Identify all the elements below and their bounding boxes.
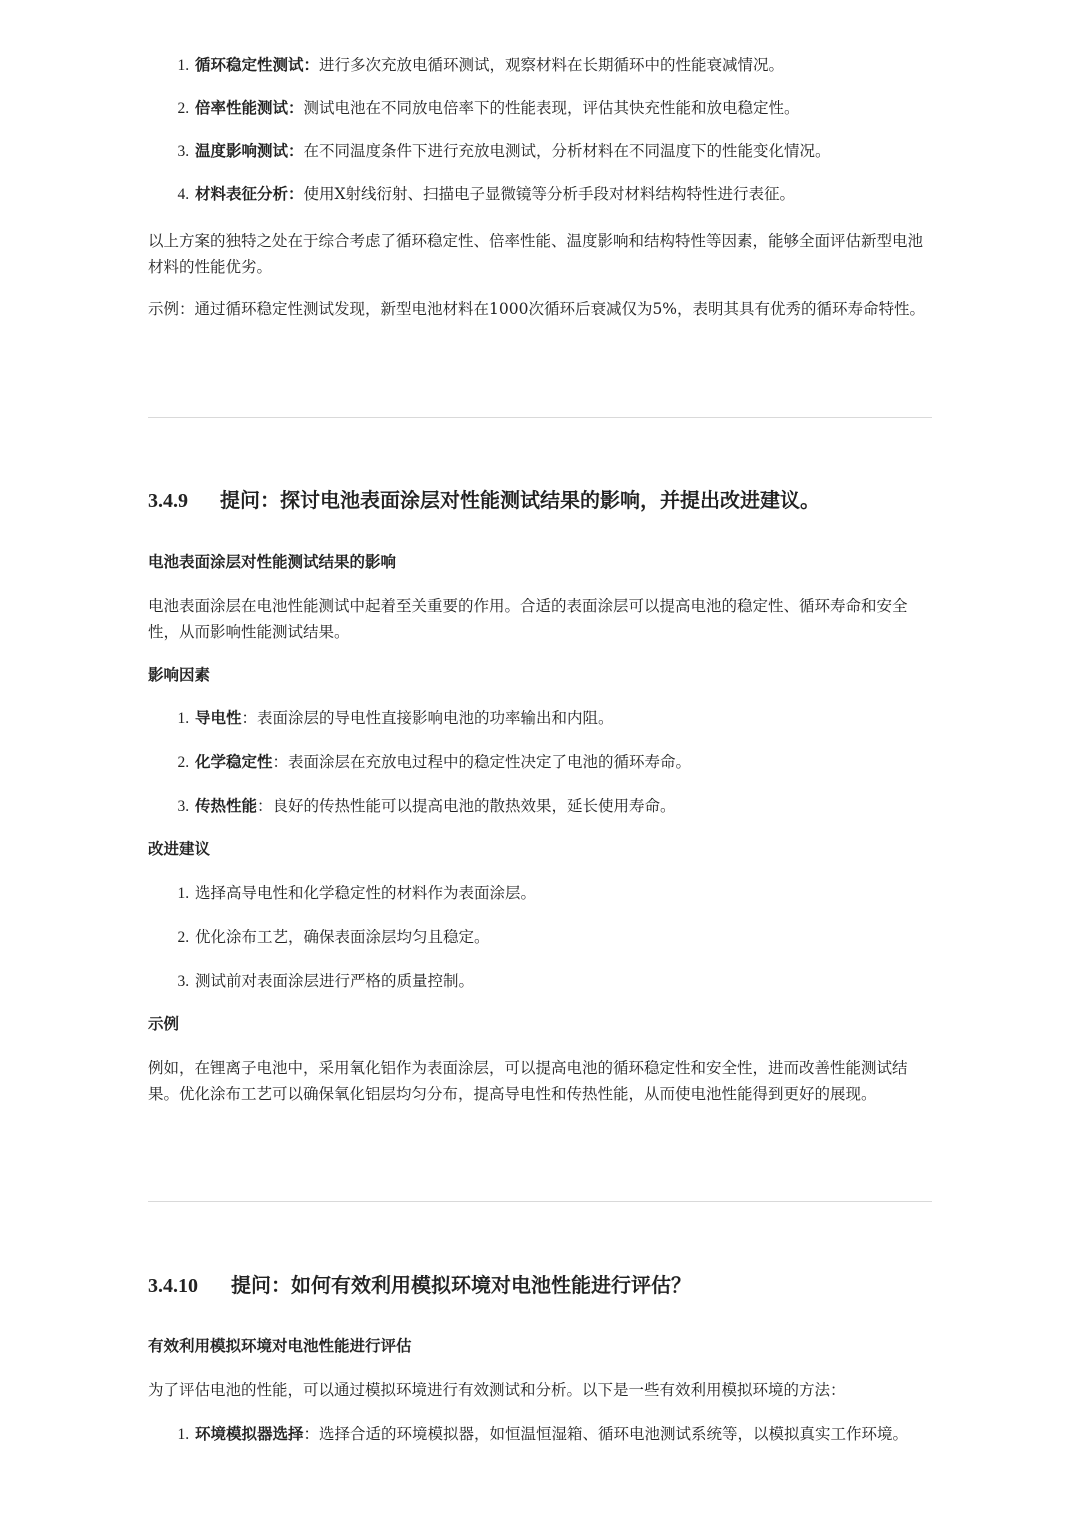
example-paragraph: 示例：通过循环稳定性测试发现，新型电池材料在1000次循环后衰减仅为5%，表明其具有优秀的循环寿命特性。 bbox=[148, 300, 926, 318]
section-intro: 为了评估电池的性能，可以通过模拟环境进行有效测试和分析。以下是一些有效利用模拟环境的方法： bbox=[148, 1381, 846, 1399]
list-item-term: 温度影响测试： bbox=[195, 141, 304, 160]
section-subtitle: 电池表面涂层对性能测试结果的影响 bbox=[148, 552, 397, 571]
list-item bbox=[193, 793, 932, 819]
list-item-text: 进行多次充放电循环测试，观察材料在长期循环中的性能衰减情况。 bbox=[319, 56, 785, 74]
list-item bbox=[193, 181, 932, 207]
factors-heading: 影响因素 bbox=[148, 665, 211, 684]
summary-paragraph: 以上方案的独特之处在于综合考虑了循环稳定性、倍率性能、温度影响和结构特性等因素，能够全面评估新型电池材料的性能优劣。 bbox=[148, 232, 924, 276]
list-item-term: 化学稳定性 bbox=[195, 752, 273, 771]
list-item-text: ：选择合适的环境模拟器，如恒温恒湿箱、循环电池测试系统等，以模拟真实工作环境。 bbox=[303, 1425, 909, 1443]
section-title: 提问：探讨电池表面涂层对性能测试结果的影响，并提出改进建议。 bbox=[220, 488, 820, 512]
suggestions-heading: 改进建议 bbox=[148, 839, 211, 858]
section-title: 提问：如何有效利用模拟环境对电池性能进行评估？ bbox=[231, 1273, 691, 1297]
section-number: 3.4.10 bbox=[148, 1275, 198, 1297]
list-item-text: ：表面涂层的导电性直接影响电池的功率输出和内阻。 bbox=[241, 709, 614, 727]
list-item-text: 使用X射线衍射、扫描电子显微镜等分析手段对材料结构特性进行表征。 bbox=[303, 185, 796, 203]
top-list-block bbox=[148, 52, 932, 207]
list-item bbox=[193, 52, 932, 78]
factors-list bbox=[148, 705, 932, 819]
list-item-text: ：良好的传热性能可以提高电池的散热效果，延长使用寿命。 bbox=[257, 797, 676, 815]
list-item bbox=[193, 1421, 932, 1447]
example-heading: 示例 bbox=[148, 1014, 180, 1033]
list-item-text: 在不同温度条件下进行充放电测试，分析材料在不同温度下的性能变化情况。 bbox=[303, 142, 831, 160]
list-item-text: 测试电池在不同放电倍率下的性能表现，评估其快充性能和放电稳定性。 bbox=[303, 99, 800, 117]
list-item bbox=[193, 705, 932, 731]
list-item-term: 倍率性能测试： bbox=[195, 98, 304, 117]
methods-list-block bbox=[148, 1421, 932, 1447]
section-number: 3.4.9 bbox=[148, 490, 188, 512]
factors-list-block bbox=[148, 705, 932, 819]
list-item-term: 传热性能 bbox=[195, 796, 258, 815]
section-heading-3-4-9 bbox=[148, 485, 932, 516]
list-item-term: 循环稳定性测试： bbox=[195, 55, 320, 74]
top-list bbox=[148, 52, 932, 207]
list-item-term: 导电性 bbox=[195, 708, 242, 727]
section-heading-3-4-10 bbox=[148, 1270, 932, 1301]
list-item bbox=[193, 749, 932, 775]
suggestions-list-block bbox=[148, 880, 932, 994]
suggestions-list bbox=[148, 880, 932, 994]
list-item: 1. 选择高导电性和化学稳定性的材料作为表面涂层。 bbox=[193, 880, 932, 906]
list-item bbox=[193, 138, 932, 164]
list-item bbox=[193, 95, 932, 121]
section-subtitle: 有效利用模拟环境对电池性能进行评估 bbox=[148, 1336, 412, 1355]
list-item-text: ：表面涂层在充放电过程中的稳定性决定了电池的循环寿命。 bbox=[272, 753, 692, 771]
list-item: 3. 测试前对表面涂层进行严格的质量控制。 bbox=[193, 968, 932, 994]
section-intro: 电池表面涂层在电池性能测试中起着至关重要的作用。合适的表面涂层可以提高电池的稳定性、循环寿命和安全性，从而影响性能测试结果。 bbox=[148, 597, 908, 641]
example-text: 例如，在锂离子电池中，采用氧化铝作为表面涂层，可以提高电池的循环稳定性和安全性，进而改善性能测试结果。优化涂布工艺可以确保氧化铝层均匀分布，提高导电性和传热性能，从而使电池性能得到更好的展现。 bbox=[148, 1059, 908, 1103]
list-item: 2. 优化涂布工艺，确保表面涂层均匀且稳定。 bbox=[193, 924, 932, 950]
section-divider bbox=[148, 417, 932, 418]
section-divider bbox=[148, 1201, 932, 1202]
methods-list bbox=[148, 1421, 932, 1447]
list-item-term: 材料表征分析： bbox=[195, 184, 304, 203]
list-item-term: 环境模拟器选择 bbox=[195, 1424, 304, 1443]
